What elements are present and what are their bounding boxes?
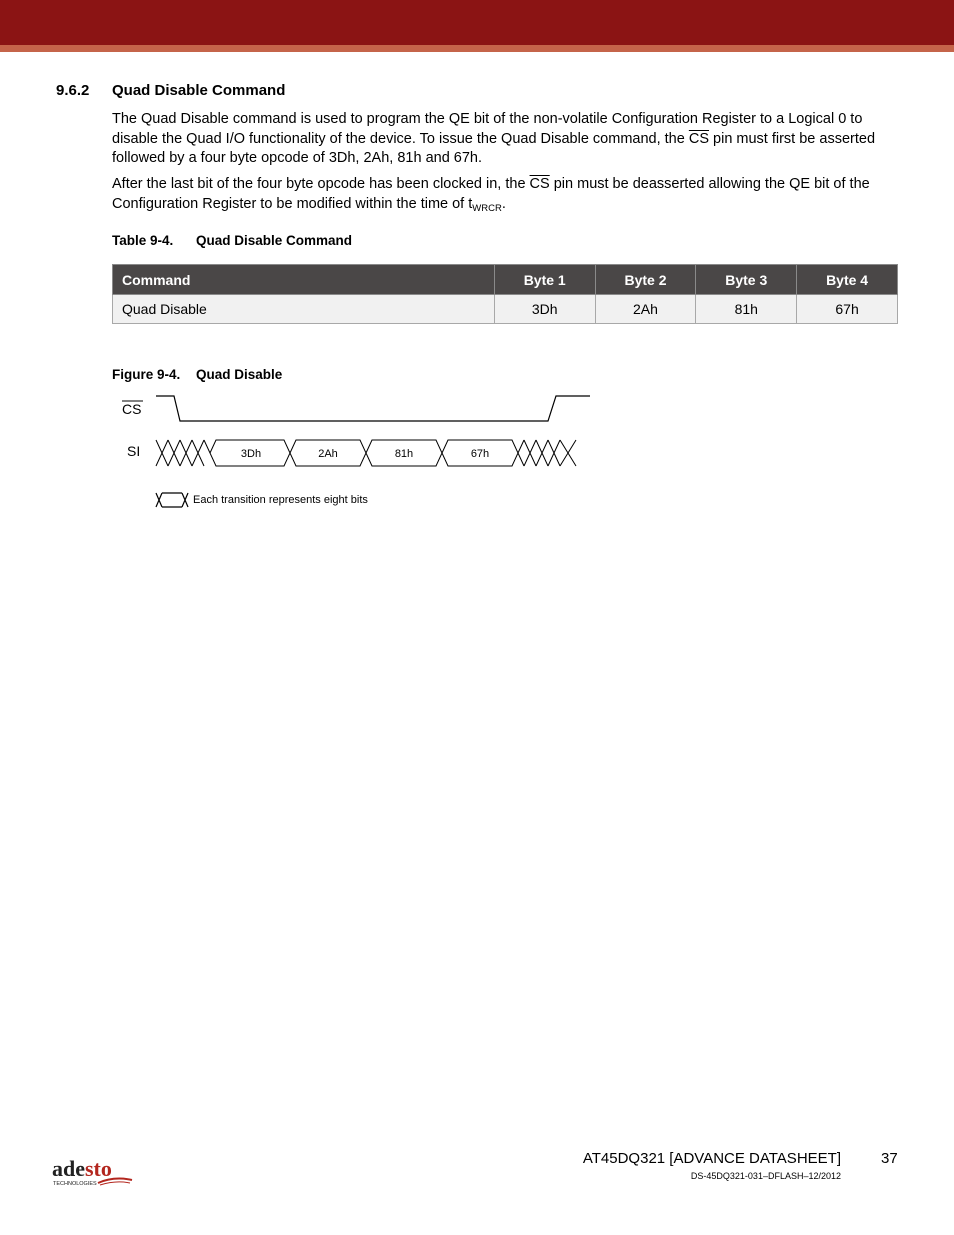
logo-subtitle: TECHNOLOGIES bbox=[53, 1181, 97, 1187]
header-byte-3: Byte 3 bbox=[696, 265, 797, 295]
header-stripe bbox=[0, 45, 954, 52]
byte-label-3dh: 3Dh bbox=[240, 448, 262, 460]
si-leading-transitions bbox=[156, 440, 210, 466]
paragraph-1-text-a: The Quad Disable command is used to program the QE bit of the non-volatile Configuration Register to a Logical 0 to disable the Quad I/O functionality of the device. To issue the Quad Disable command, the bbox=[112, 111, 863, 147]
cell-byte-2: 2Ah bbox=[595, 295, 696, 324]
cell-byte-3: 81h bbox=[696, 295, 797, 324]
timing-diagram bbox=[100, 385, 600, 515]
header-byte-4: Byte 4 bbox=[797, 265, 898, 295]
figure-caption-title: Quad Disable bbox=[196, 367, 283, 382]
cell-byte-4: 67h bbox=[797, 295, 898, 324]
table-caption bbox=[112, 233, 352, 248]
paragraph-1 bbox=[112, 110, 902, 169]
cell-byte-1: 3Dh bbox=[494, 295, 595, 324]
byte-label-81h: 81h bbox=[394, 448, 414, 460]
cs-label bbox=[122, 401, 143, 417]
cs-signal-name: $\overline{CS}$ bbox=[688, 130, 709, 147]
logo-wordmark: adesto bbox=[52, 1156, 112, 1181]
table-header-row bbox=[113, 265, 898, 295]
si-trailing-transitions bbox=[518, 440, 576, 466]
page-number: 37 bbox=[881, 1150, 898, 1167]
paragraph-2-text-a: After the last bit of the four byte opcode has been clocked in, the bbox=[112, 176, 530, 192]
paragraph-2-text-b: pin must be deasserted allowing the QE bit of the Configuration Register to be modified within the time of t bbox=[112, 176, 870, 212]
footer-title: AT45DQ321 [ADVANCE DATASHEET] bbox=[582, 1150, 841, 1167]
cs-waveform bbox=[156, 396, 590, 421]
paragraph-1-text-b: pin must first be asserted followed by a four byte opcode of 3Dh, 2Ah, 81h and 67h. bbox=[112, 130, 876, 166]
header-command: Command bbox=[113, 265, 495, 295]
header-byte-1: Byte 1 bbox=[494, 265, 595, 295]
header-bar bbox=[0, 0, 954, 45]
figure-caption-label: Figure 9-4. bbox=[112, 367, 181, 382]
section-title: Quad Disable Command bbox=[112, 82, 286, 99]
cs-label-text: CS bbox=[122, 401, 142, 417]
header-byte-2: Byte 2 bbox=[595, 265, 696, 295]
paragraph-2-text-c: . bbox=[501, 195, 506, 212]
cell-command: Quad Disable bbox=[113, 295, 495, 324]
twrcr-subscript: WRCR bbox=[472, 202, 502, 214]
logo-swoosh-inner bbox=[100, 1182, 130, 1185]
byte-label-67h: 67h bbox=[470, 448, 490, 460]
table-caption-label: Table 9-4. bbox=[112, 233, 174, 248]
command-table bbox=[112, 264, 898, 324]
cs-signal-name: $\overline{CS}$ bbox=[529, 176, 550, 192]
paragraph-2 bbox=[112, 175, 902, 214]
table-row bbox=[113, 295, 898, 324]
adesto-logo bbox=[52, 1154, 136, 1188]
legend-transition-symbol bbox=[156, 493, 188, 507]
byte-label-2ah: 2Ah bbox=[318, 448, 338, 460]
si-waveform bbox=[156, 440, 576, 466]
doc-id: DS-45DQ321-031–DFLASH–12/2012 bbox=[690, 1171, 841, 1181]
table-caption-title: Quad Disable Command bbox=[196, 233, 353, 248]
figure-caption bbox=[112, 367, 282, 382]
section-number: 9.6.2 bbox=[56, 82, 90, 99]
si-label: SI bbox=[127, 443, 141, 459]
legend-text: Each transition represents eight bits bbox=[193, 494, 368, 506]
